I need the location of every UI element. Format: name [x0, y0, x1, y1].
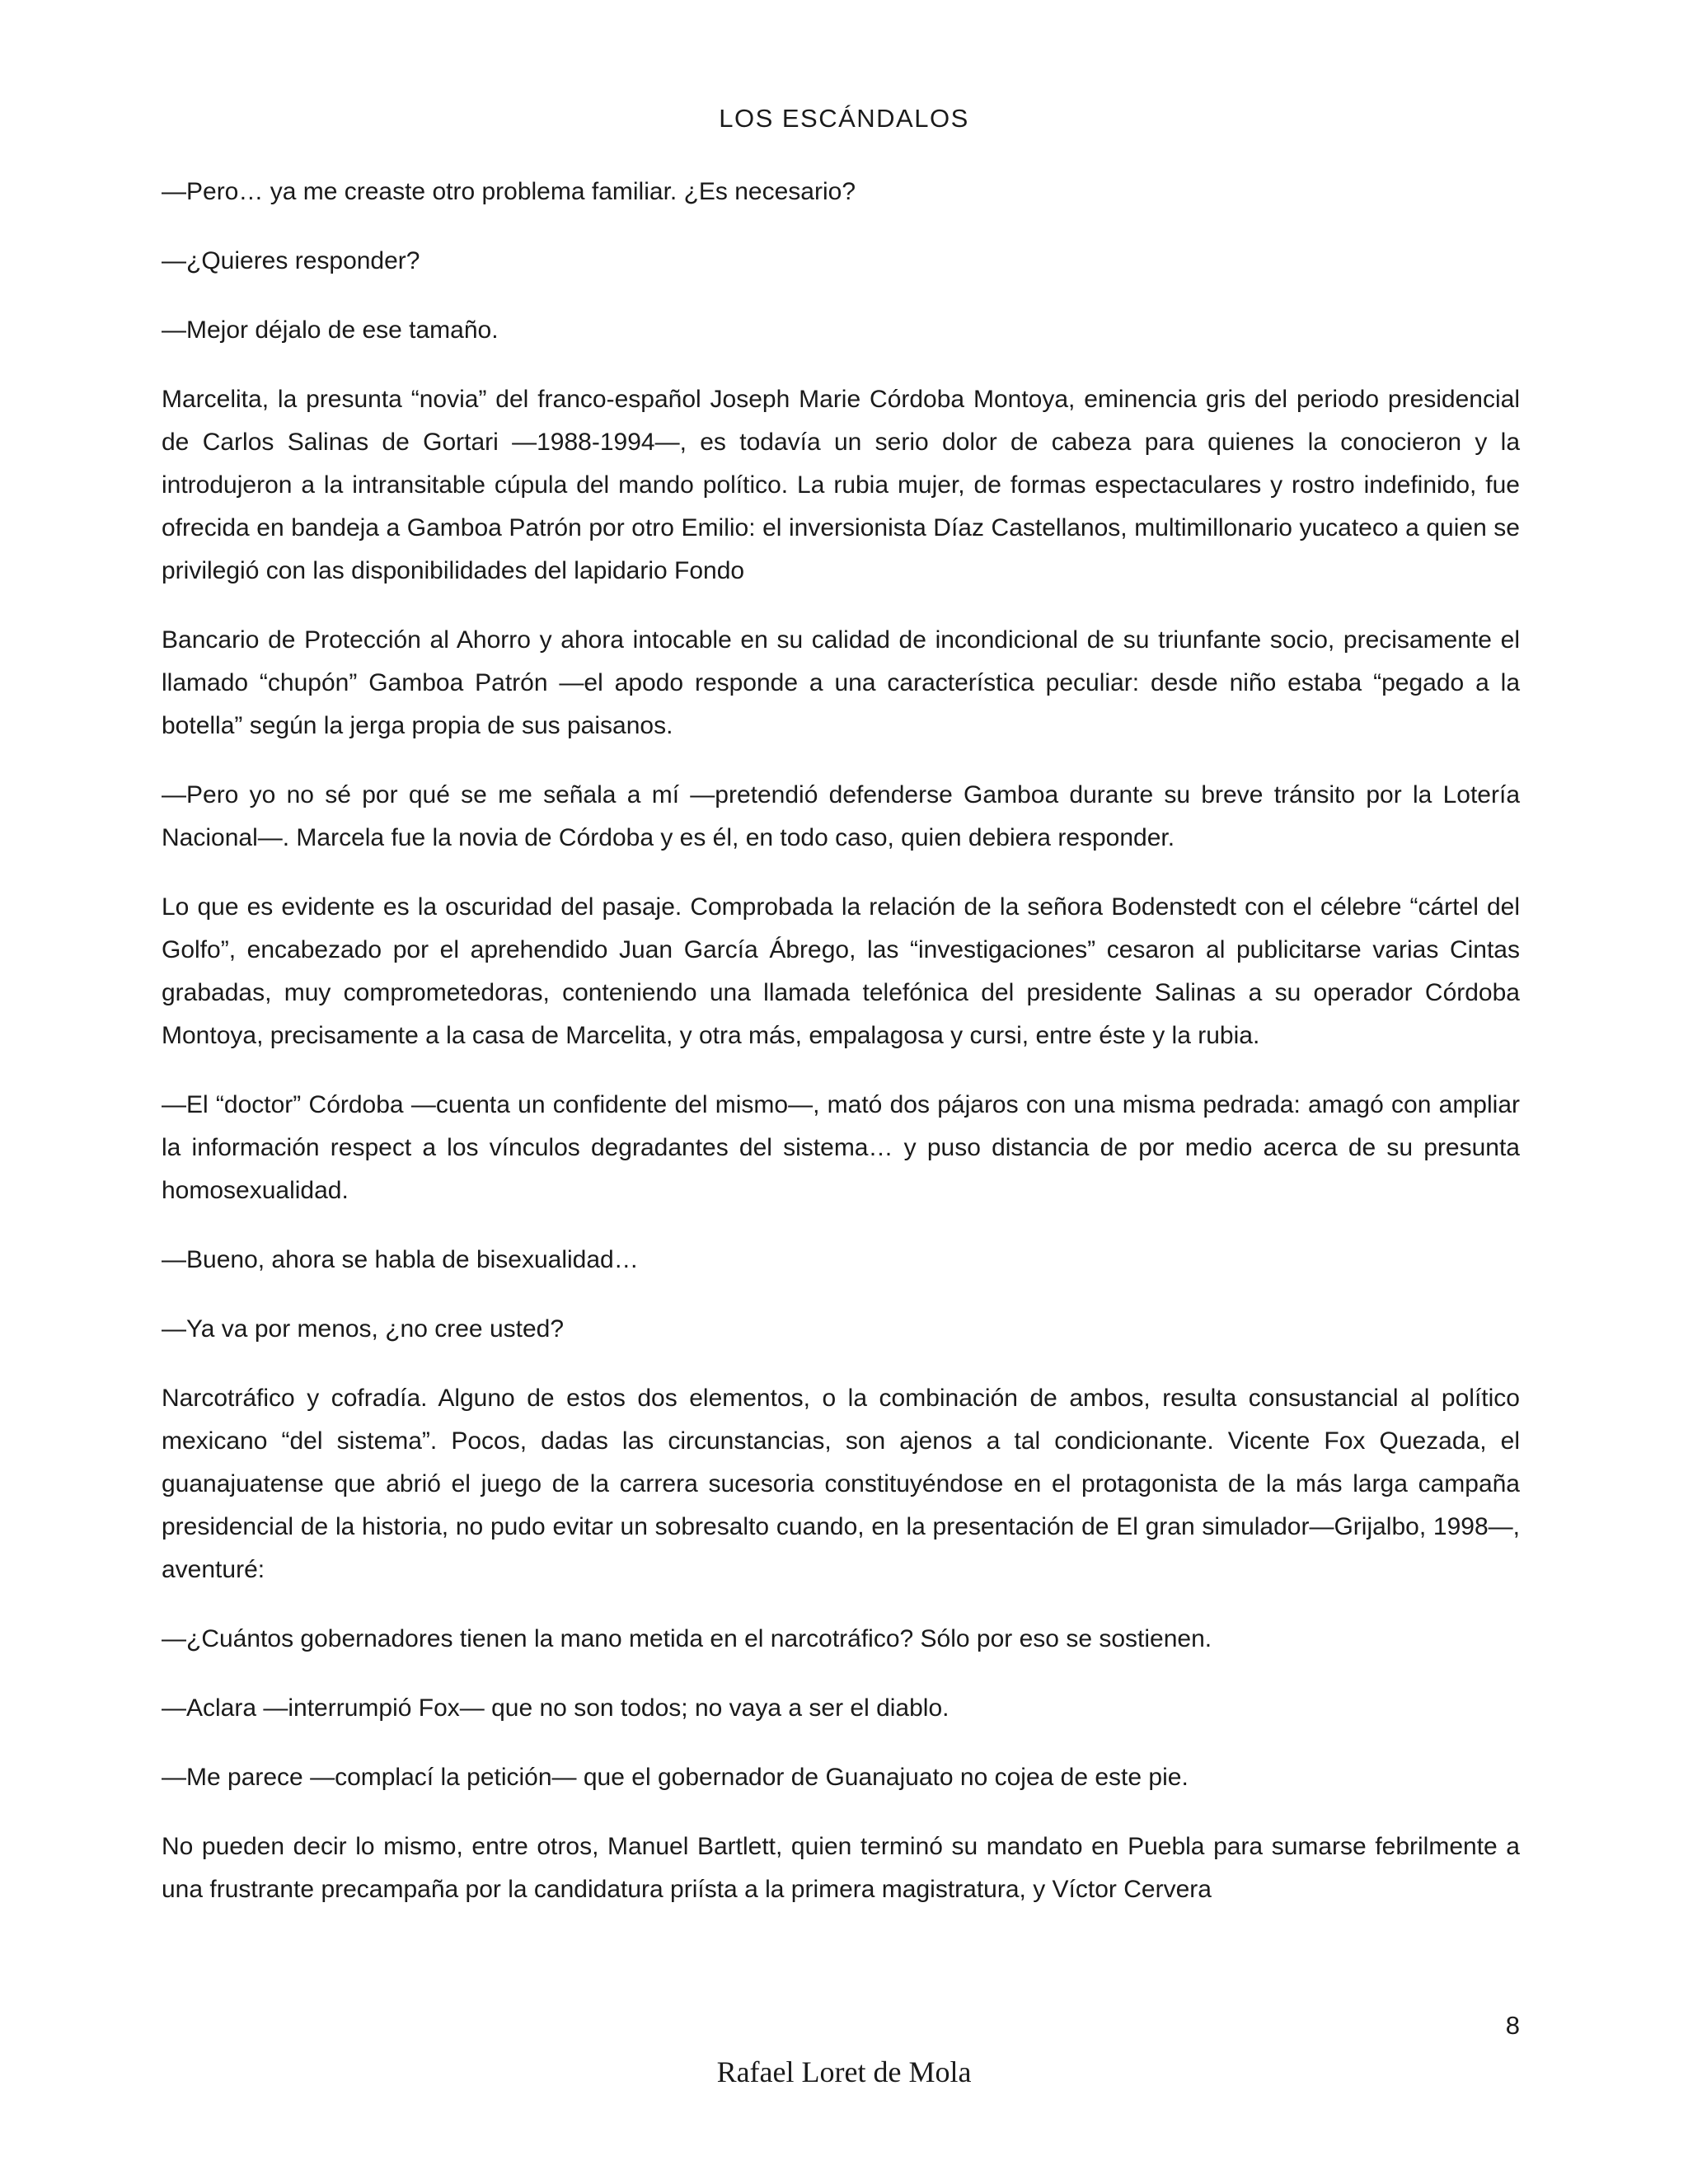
paragraph: No pueden decir lo mismo, entre otros, Manuel Bartlett, quien terminó su mandato en Puebla para sumarse febrilmente a una frustrante precampaña por la candidatura priísta a la primera magistratura, y Víctor Cervera [162, 1833, 1520, 1903]
body-text [162, 171, 1520, 1938]
paragraph: —Bueno, ahora se habla de bisexualidad… [162, 1246, 639, 1273]
paragraph: —Ya va por menos, ¿no cree usted? [162, 1315, 565, 1343]
paragraph: —El “doctor” Córdoba —cuenta un confidente del mismo—, mató dos pájaros con una misma pedrada: amagó con ampliar la información respect a los vínculos degradantes del sistema… y puso distancia de por medio acerca de su presunta homosexualidad. [162, 1091, 1520, 1204]
paragraph: —¿Quieres responder? [162, 247, 420, 274]
paragraph: —Me parece —complací la petición— que el gobernador de Guanajuato no cojea de este pie. [162, 1764, 1189, 1791]
paragraph: —Pero yo no sé por qué se me señala a mí —pretendió defenderse Gamboa durante su breve tránsito por la Lotería Nacional—. Marcela fue la novia de Córdoba y es él, en todo caso, quien debiera responder. [162, 781, 1520, 851]
paragraph: Narcotráfico y cofradía. Alguno de estos dos elementos, o la combinación de ambos, resulta consustancial al político mexicano “del sistema”. Pocos, dadas las circunstancias, son ajenos a tal condicionante. Vicente Fox Quezada, el guanajuatense que abrió el juego de la carrera sucesoria constituyéndose en el protagonista de la más larga campaña presidencial de la historia, no pudo evitar un sobresalto cuando, en la presentación de El gran simulador—Grijalbo, 1998—, aventuré: [162, 1385, 1520, 1583]
author-footer: Rafael Loret de Mola [716, 2055, 972, 2088]
page-number: 8 [1505, 2011, 1520, 2040]
paragraph: Marcelita, la presunta “novia” del franco-español Joseph Marie Córdoba Montoya, eminencia gris del periodo presidencial de Carlos Salinas de Gortari —1988-1994—, es todavía un serio dolor de cabeza para quienes la conocieron y la introdujeron a la intransitable cúpula del mando político. La rubia mujer, de formas espectaculares y rostro indefinido, fue ofrecida en bandeja a Gamboa Patrón por otro Emilio: el inversionista Díaz Castellanos, multimillonario yucateco a quien se privilegió con las disponibilidades del lapidario Fondo [162, 386, 1520, 584]
paragraph: —Pero… ya me creaste otro problema familiar. ¿Es necesario? [162, 178, 856, 205]
paragraph: —Aclara —interrumpió Fox— que no son todos; no vaya a ser el diablo. [162, 1694, 950, 1722]
paragraph: Lo que es evidente es la oscuridad del pasaje. Comprobada la relación de la señora Bodenstedt con el célebre “cártel del Golfo”, encabezado por el aprehendido Juan García Ábrego, las “investigaciones” cesaron al publicitarse varias Cintas grabadas, muy comprometedoras, conteniendo una llamada telefónica del presidente Salinas a su operador Córdoba Montoya, precisamente a la casa de Marcelita, y otra más, empalagosa y cursi, entre éste y la rubia. [162, 893, 1520, 1049]
paragraph: —¿Cuántos gobernadores tienen la mano metida en el narcotráfico? Sólo por eso se sostienen. [162, 1625, 1212, 1652]
paragraph: —Mejor déjalo de ese tamaño. [162, 316, 499, 344]
paragraph: Bancario de Protección al Ahorro y ahora intocable en su calidad de incondicional de su triunfante socio, precisamente el llamado “chupón” Gamboa Patrón —el apodo responde a una característica peculiar: desde niño estaba “pegado a la botella” según la jerga propia de sus paisanos. [162, 626, 1520, 739]
running-header: LOS ESCÁNDALOS [719, 104, 969, 133]
